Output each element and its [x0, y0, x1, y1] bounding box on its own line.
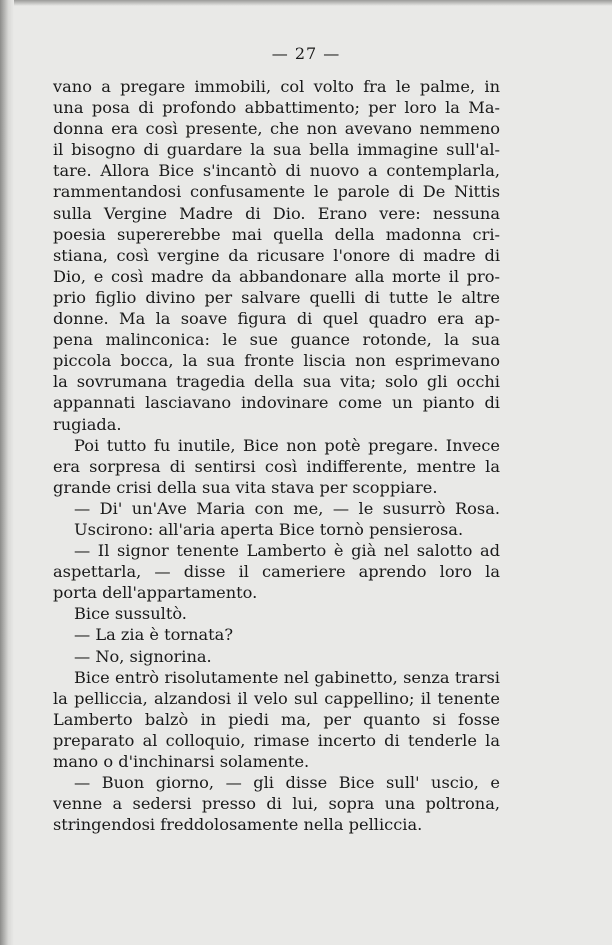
- text-line: venne a sedersi presso di lui, sopra una poltrona,: [53, 794, 500, 814]
- text-line: era sorpresa di sentirsi così indifferente, mentre la: [53, 456, 500, 476]
- text-line: — La zia è tornata?: [74, 625, 234, 645]
- text-line: — Il signor tenente Lamberto è già nel salotto ad: [74, 541, 500, 561]
- text-line: prio figlio divino per salvare quelli di tutte le altre: [53, 287, 500, 307]
- text-line: piccola bocca, la sua fronte liscia non esprimevano: [53, 351, 500, 371]
- page-top-edge: [0, 0, 612, 6]
- text-line: — Buon giorno, — gli disse Bice sull' uscio, e: [74, 773, 500, 793]
- text-line: la pelliccia, alzandosi il velo sul cappellino; il tenente: [53, 688, 500, 708]
- text-line: sulla Vergine Madre di Dio. Erano vere: nessuna: [53, 203, 500, 223]
- body-text: [53, 76, 500, 835]
- text-line: — Di' un'Ave Maria con me, — le susurrò Rosa.: [74, 498, 500, 518]
- page-number: — 27 —: [271, 44, 341, 63]
- text-line: una posa di profondo abbattimento; per loro la Ma-: [53, 98, 500, 118]
- text-line: la sovrumana tragedia della sua vita; solo gli occhi: [53, 372, 500, 392]
- text-line: aspettarla, — disse il cameriere aprendo loro la: [53, 562, 500, 582]
- text-line: — No, signorina.: [74, 646, 212, 666]
- text-line: poesia supererebbe mai quella della madonna cri-: [53, 224, 500, 244]
- text-line: appannati lasciavano indovinare come un pianto di: [53, 393, 500, 413]
- text-line: Dio, e così madre da abbandonare alla morte il pro-: [53, 266, 500, 286]
- text-line: donna era così presente, che non avevano nemmeno: [53, 119, 500, 139]
- text-line: Uscirono: all'aria aperta Bice tornò pensierosa.: [74, 519, 464, 539]
- text-line: rugiada.: [53, 414, 122, 434]
- text-line: il bisogno di guardare la sua bella immagine sull'al-: [53, 140, 500, 160]
- text-line: vano a pregare immobili, col volto fra le palme, in: [53, 77, 500, 96]
- page-spine-shadow: [0, 0, 14, 945]
- text-line: Lamberto balzò in piedi ma, per quanto si fosse: [53, 709, 500, 729]
- text-line: preparato al colloquio, rimase incerto di tenderle la: [53, 730, 500, 750]
- text-line: donne. Ma la soave figura di quel quadro era ap-: [53, 309, 500, 329]
- text-line: stiana, così vergine da ricusare l'onore di madre di: [53, 245, 500, 265]
- text-line: stringendosi freddolosamente nella pelliccia.: [53, 815, 423, 835]
- text-line: grande crisi della sua vita stava per scoppiare.: [53, 477, 438, 497]
- text-line: tare. Allora Bice s'incantò di nuovo a contemplarla,: [53, 161, 500, 181]
- text-line: rammentandosi confusamente le parole di De Nittis: [53, 182, 500, 202]
- text-line: porta dell'appartamento.: [53, 583, 258, 603]
- text-line: Bice entrò risolutamente nel gabinetto, senza trarsi: [74, 667, 500, 687]
- text-line: Poi tutto fu inutile, Bice non potè pregare. Invece: [74, 435, 500, 455]
- text-line: pena malinconica: le sue guance rotonde, la sua: [53, 330, 500, 350]
- text-line: Bice sussultò.: [74, 604, 187, 624]
- text-line: mano o d'inchinarsi solamente.: [53, 752, 310, 771]
